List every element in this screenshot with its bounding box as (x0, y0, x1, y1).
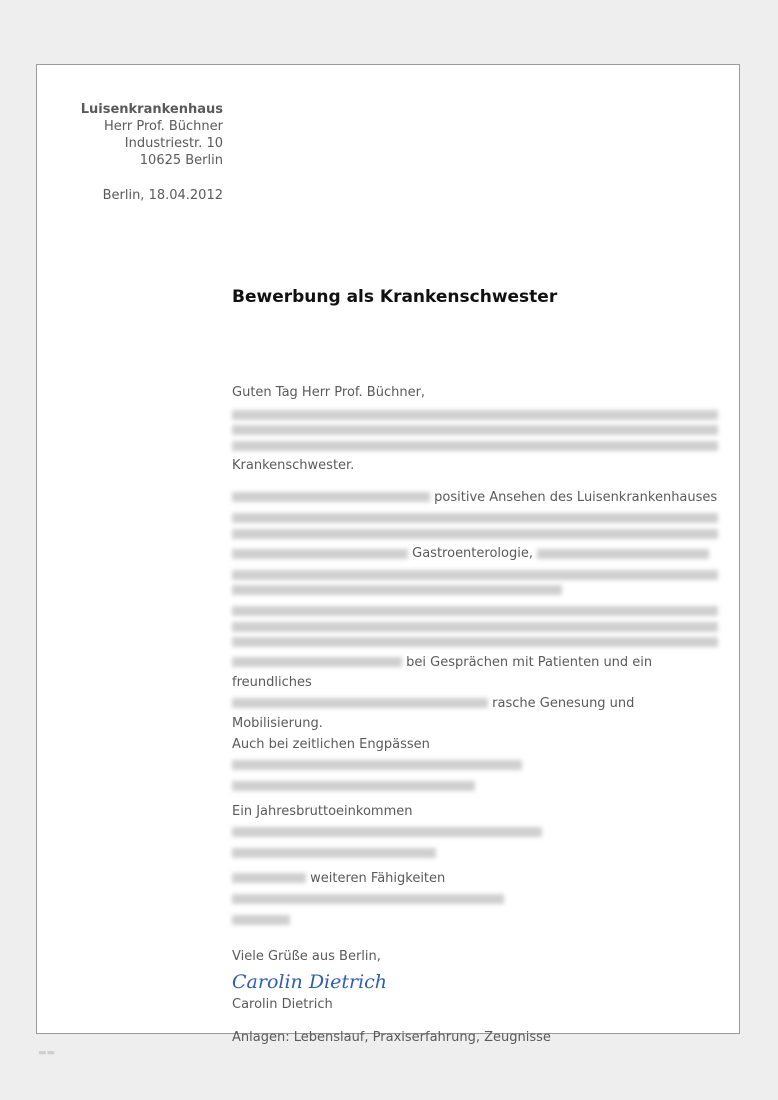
paragraph-3-fragment-1: bei Gesprächen mit Patienten und ein freundliches (232, 654, 653, 690)
paragraph-4-fragment-1: Ein Jahresbruttoeinkommen (232, 803, 413, 819)
redacted-line (232, 637, 718, 647)
letter-body (232, 383, 718, 1048)
paragraph-2-fragment-2: Gastroenterologie, (412, 546, 533, 561)
signer-name: Carolin Dietrich (232, 997, 333, 1012)
closing-phrase: Viele Grüße aus Berlin, (232, 948, 381, 964)
redacted-line (232, 410, 718, 420)
redacted-line (232, 441, 718, 451)
redacted-line (232, 585, 562, 595)
redacted-text (232, 657, 402, 667)
redacted-text (232, 549, 408, 559)
paragraph-3-fragment-2: rasche Genesung und Mobilisierung. (232, 695, 635, 731)
paragraph-2-fragment-1: positive Ansehen des Luisenkrankenhauses (434, 489, 718, 505)
redacted-text (232, 492, 430, 502)
handwritten-signature: Carolin Dietrich (232, 971, 388, 993)
paragraph-3-fragment-3: Auch bei zeitlichen Engpässen (232, 736, 430, 752)
watermark: ▬▬ (38, 1048, 56, 1058)
redacted-line (232, 606, 718, 616)
letter-page (36, 64, 740, 1045)
redacted-line (232, 781, 475, 791)
paragraph-5 (232, 869, 718, 925)
redacted-line (232, 915, 290, 925)
redacted-text (232, 873, 306, 883)
paragraph-4 (232, 802, 718, 858)
sender-address-block (37, 101, 223, 204)
sender-contact: Herr Prof. Büchner (103, 119, 223, 134)
paragraph-1-end: Krankenschwester. (232, 458, 355, 473)
redacted-text (232, 698, 488, 708)
redacted-text (232, 760, 522, 770)
redacted-text (232, 827, 542, 837)
salutation: Guten Tag Herr Prof. Büchner, (232, 385, 426, 400)
sender-organization: Luisenkrankenhaus (80, 102, 223, 117)
letter-subject: Bewerbung als Krankenschwester (232, 287, 558, 307)
paragraph-2 (232, 488, 718, 596)
sender-city: 10625 Berlin (139, 153, 223, 168)
redacted-line (232, 570, 718, 580)
sender-street: Industriestr. 10 (124, 136, 223, 151)
redacted-text (232, 894, 504, 904)
redacted-line (232, 425, 718, 435)
redacted-line (232, 848, 436, 858)
redacted-text (537, 549, 709, 559)
letter-date: Berlin, 18.04.2012 (102, 188, 223, 203)
paragraph-3 (232, 606, 718, 791)
redacted-line (232, 529, 718, 539)
paragraph-5-fragment-1: weiteren Fähigkeiten (310, 870, 446, 886)
paragraph-1 (232, 410, 718, 477)
redacted-line (232, 622, 718, 632)
redacted-line (232, 513, 718, 523)
enclosures-line: Anlagen: Lebenslauf, Praxiserfahrung, Zeugnisse (232, 1029, 551, 1045)
